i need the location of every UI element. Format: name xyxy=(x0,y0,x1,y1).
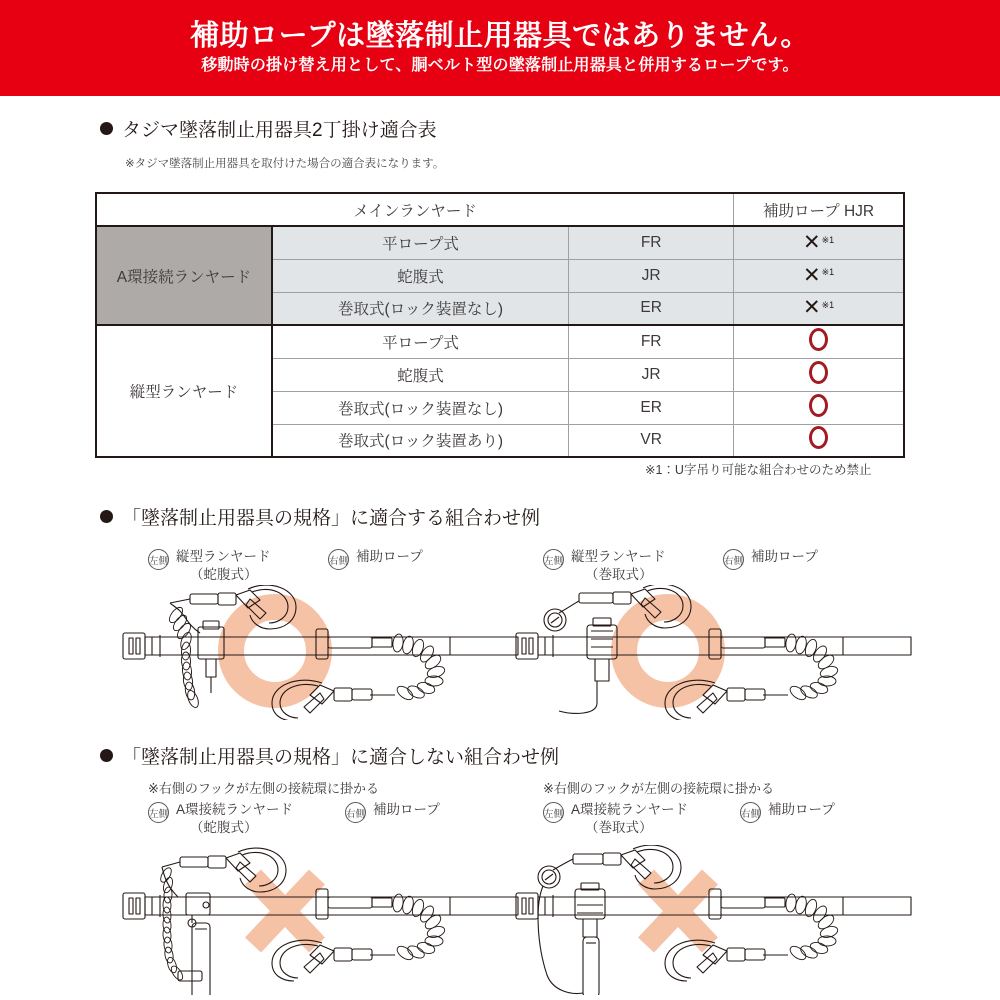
type-cell: 巻取式(ロック装置なし) xyxy=(272,292,569,325)
table-section-heading xyxy=(100,115,437,142)
verdict-cell xyxy=(734,325,904,358)
ng-heading-text: 「墜落制止用器具の規格」に適合しない組合わせ例 xyxy=(122,747,560,768)
ok-verdict-overlay-1 xyxy=(231,607,319,695)
type-cell: 平ロープ式 xyxy=(272,226,569,259)
ng-example-2-warning: ※右側のフックが左側の接続環に掛かる xyxy=(543,781,774,796)
right-side-tag: 右側 xyxy=(740,802,761,823)
left-label-sub: （蛇腹式） xyxy=(190,820,258,836)
ok-example-1-left-label xyxy=(148,548,271,584)
footnote-ref: ※1 xyxy=(821,234,835,245)
code-cell: JR xyxy=(569,358,734,391)
right-label-text: 補助ロープ xyxy=(356,549,423,564)
ok-example-1-illustration xyxy=(120,585,520,720)
left-label-sub: （蛇腹式） xyxy=(190,567,258,583)
type-cell: 蛇腹式 xyxy=(272,259,569,292)
left-label-text xyxy=(176,548,271,584)
code-cell: ER xyxy=(569,391,734,424)
table-footnote: ※1：U字吊り可能な組合わせのため禁止 xyxy=(645,463,872,477)
code-cell: FR xyxy=(569,226,734,259)
left-side-tag: 左側 xyxy=(543,549,564,570)
footnote-ref: ※1 xyxy=(821,300,835,311)
table-header-row xyxy=(96,193,904,226)
right-label-text: 補助ロープ xyxy=(751,549,818,564)
left-label-text xyxy=(571,548,666,584)
ng-section-heading xyxy=(100,742,559,769)
ok-example-2-right-label xyxy=(723,548,818,570)
code-cell: ER xyxy=(569,292,734,325)
table-section-note: ※タジマ墜落制止用器具を取付けた場合の適合表になります。 xyxy=(125,158,445,170)
bullet-icon xyxy=(100,749,113,762)
verdict-cell xyxy=(734,226,904,259)
cross-icon: ✕ xyxy=(802,230,821,254)
ng-example-1-left-label xyxy=(148,801,293,837)
left-side-tag: 左側 xyxy=(148,802,169,823)
verdict-cell xyxy=(734,259,904,292)
circle-icon xyxy=(809,394,828,417)
circle-icon xyxy=(809,426,828,449)
verdict-cell xyxy=(734,424,904,457)
code-cell: FR xyxy=(569,325,734,358)
left-label-main: 縦型ランヤード xyxy=(571,549,666,564)
verdict-cell xyxy=(734,292,904,325)
ng-example-2-right-label xyxy=(740,801,835,823)
table-row xyxy=(96,325,904,358)
ng-example-1-illustration xyxy=(120,845,520,995)
left-label-text xyxy=(176,801,293,837)
cross-icon: ✕ xyxy=(802,263,821,287)
compatibility-table-wrap xyxy=(95,192,905,458)
type-cell: 巻取式(ロック装置あり) xyxy=(272,424,569,457)
ok-example-2-left-label xyxy=(543,548,666,584)
left-label-sub: （巻取式） xyxy=(585,820,653,836)
banner-title: 補助ロープは墜落制止用器具ではありません。 xyxy=(190,20,810,53)
ng-example-1-warning: ※右側のフックが左側の接続環に掛かる xyxy=(148,781,379,796)
code-cell: VR xyxy=(569,424,734,457)
bullet-icon xyxy=(100,510,113,523)
banner-subtitle: 移動時の掛け替え用として、胴ベルト型の墜落制止用器具と併用するロープです。 xyxy=(201,57,799,75)
footnote-ref: ※1 xyxy=(821,267,835,278)
ng-example-2-illustration xyxy=(513,845,913,995)
type-cell: 平ロープ式 xyxy=(272,325,569,358)
right-side-tag: 右側 xyxy=(345,802,366,823)
ok-heading-text: 「墜落制止用器具の規格」に適合する組合わせ例 xyxy=(122,508,541,529)
ng-example-1-right-label xyxy=(345,801,440,823)
category-cell-vertical: 縦型ランヤード xyxy=(96,325,272,457)
ok-example-1-right-label xyxy=(328,548,423,570)
left-label-main: A環接続ランヤード xyxy=(176,802,294,817)
type-cell: 巻取式(ロック装置なし) xyxy=(272,391,569,424)
header-main-lanyard: メインランヤード xyxy=(96,193,734,226)
left-side-tag: 左側 xyxy=(543,802,564,823)
ng-verdict-overlay-2 xyxy=(646,877,710,945)
left-label-text xyxy=(571,801,688,837)
bullet-icon xyxy=(100,122,113,135)
compatibility-table xyxy=(95,192,905,458)
cross-icon: ✕ xyxy=(802,296,821,320)
verdict-cell xyxy=(734,391,904,424)
table-row xyxy=(96,226,904,259)
left-label-main: 縦型ランヤード xyxy=(176,549,271,564)
table-heading-text: タジマ墜落制止用器具2丁掛け適合表 xyxy=(122,120,437,141)
right-side-tag: 右側 xyxy=(723,549,744,570)
ng-verdict-overlay-1 xyxy=(253,877,317,945)
circle-icon xyxy=(809,328,828,351)
circle-icon xyxy=(809,361,828,384)
ok-section-heading xyxy=(100,503,540,530)
left-side-tag: 左側 xyxy=(148,549,169,570)
category-cell-a-ring: A環接続ランヤード xyxy=(96,226,272,325)
left-label-sub: （巻取式） xyxy=(585,567,653,583)
type-cell: 蛇腹式 xyxy=(272,358,569,391)
header-aux-rope: 補助ロープ HJR xyxy=(734,193,904,226)
verdict-cell xyxy=(734,358,904,391)
right-side-tag: 右側 xyxy=(328,549,349,570)
ng-example-2-left-label xyxy=(543,801,688,837)
ok-verdict-overlay-2 xyxy=(624,607,712,695)
right-label-text: 補助ロープ xyxy=(768,802,835,817)
right-label-text: 補助ロープ xyxy=(373,802,440,817)
ok-example-2-illustration xyxy=(513,585,913,720)
left-label-main: A環接続ランヤード xyxy=(571,802,689,817)
code-cell: JR xyxy=(569,259,734,292)
header-banner xyxy=(0,0,1000,96)
